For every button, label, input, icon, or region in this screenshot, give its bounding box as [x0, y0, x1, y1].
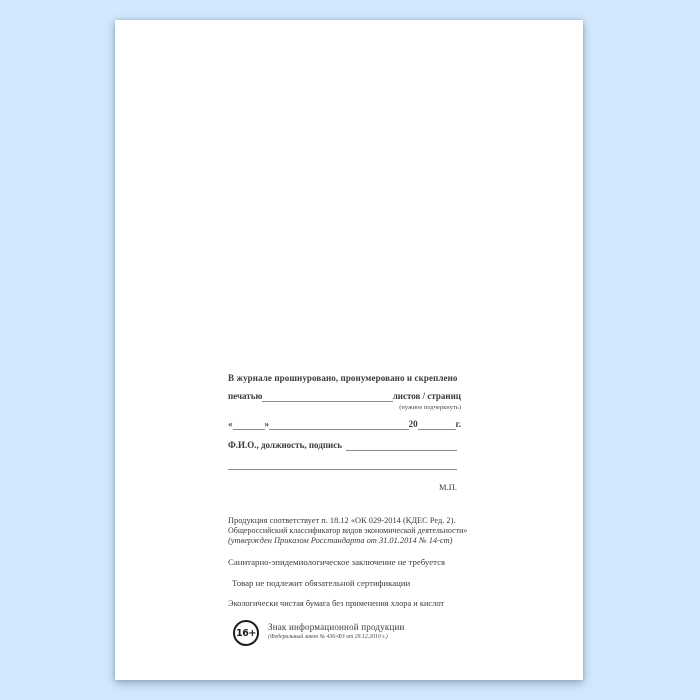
quote-open: « — [228, 419, 233, 429]
signature-blank — [346, 439, 457, 451]
age-rating-16plus-icon: 16+ — [233, 620, 259, 646]
eco-paper-statement: Экологически чистая бумага без применения хлора и кислот — [228, 599, 445, 608]
quote-close: » — [264, 419, 269, 429]
age-mark-caption — [268, 622, 468, 640]
certification-free-statement: Товар не подлежит обязательной сертификации — [232, 578, 411, 588]
year-blank — [418, 418, 456, 430]
seal-line — [228, 391, 461, 403]
okved-line2: Общероссийский классификатор видов экономической деятельности» — [228, 526, 468, 535]
okved-line3: (утвержден Приказом Росстандарта от 31.01.2014 № 14-ст) — [228, 536, 453, 545]
signature-line — [228, 440, 457, 452]
year-suffix: г. — [455, 419, 461, 429]
okved-line1: Продукция соответствует п. 18.12 «ОК 029-2014 (КДЕС Ред. 2). — [228, 516, 456, 525]
sheets-label: листов / страниц — [392, 391, 461, 401]
sheet-count-blank — [262, 390, 392, 402]
stamp-place-label: М.П. — [439, 482, 457, 492]
sanitary-statement: Санитарно-эпидемиологическое заключение не требуется — [228, 557, 446, 567]
date-line — [228, 419, 461, 431]
signature-label: Ф.И.О., должность, подпись — [228, 440, 342, 450]
binding-statement: В журнале прошнуровано, пронумеровано и скреплено — [228, 373, 458, 383]
month-blank — [269, 418, 409, 430]
seal-label: печатью — [228, 391, 263, 401]
document-page — [115, 20, 583, 680]
year-prefix: 20 — [408, 419, 418, 429]
age-mark-law: (Федеральный закон № 436-ФЗ от 29.12.2010 г.) — [268, 634, 388, 640]
day-blank — [233, 418, 265, 430]
age-mark-title: Знак информационной продукции — [268, 622, 405, 632]
okved-compliance-paragraph — [228, 516, 478, 546]
underline-note: (нужное подчеркнуть) — [399, 404, 461, 411]
signature-extra-blank — [228, 469, 457, 470]
